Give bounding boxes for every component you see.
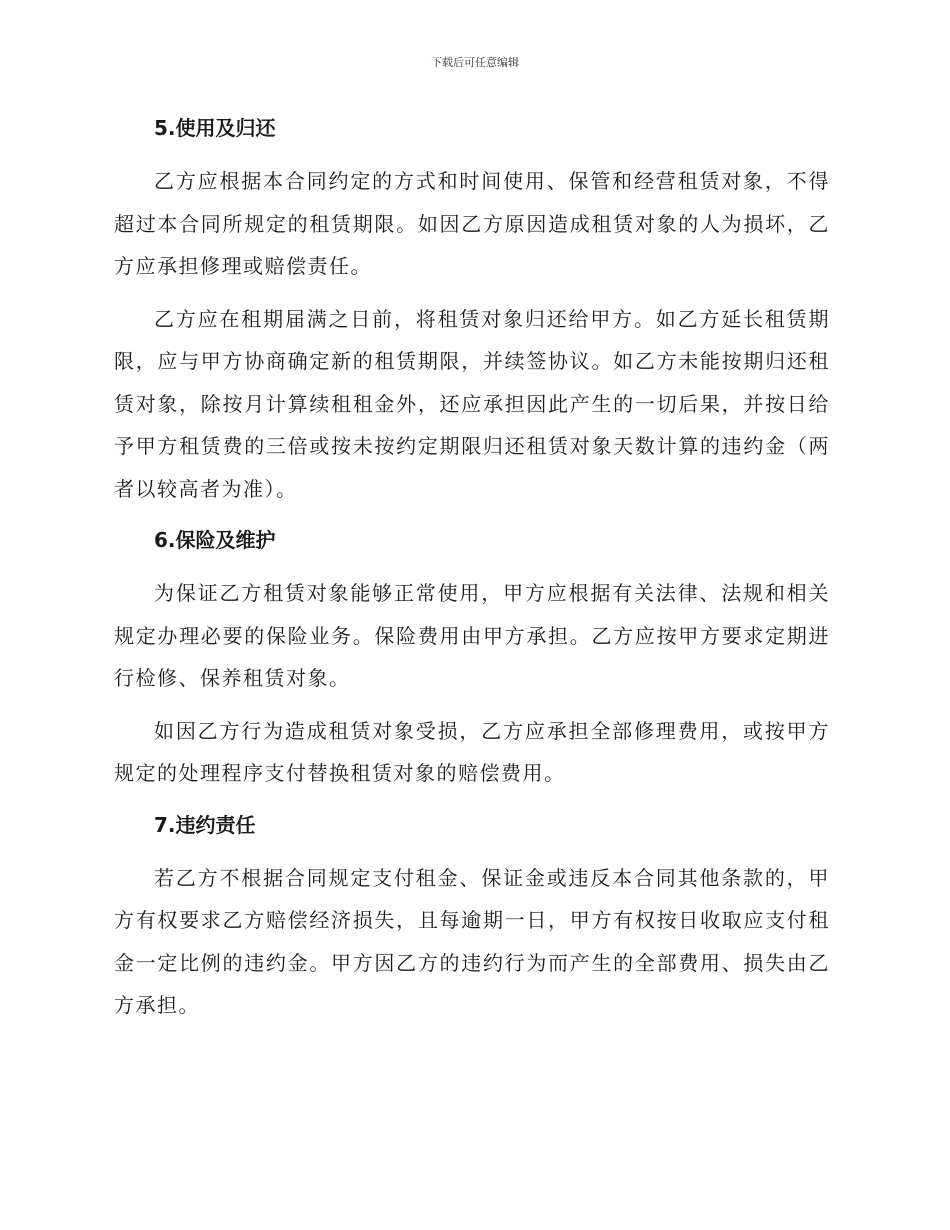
section-insurance-maintenance — [114, 520, 830, 795]
paragraph: 如因乙方行为造成租赁对象受损，乙方应承担全部修理费用，或按甲方规定的处理程序支付替换租赁对象的赔偿费用。 — [114, 718, 830, 785]
document-body — [114, 108, 830, 1037]
section-usage-return — [114, 108, 830, 510]
paragraph: 若乙方不根据合同规定支付租金、保证金或违反本合同其他条款的，甲方有权要求乙方赔偿经济损失，且每逾期一日，甲方有权按日收取应支付租金一定比例的违约金。甲方因乙方的违约行为而产生的全部费用、损失由乙方承担。 — [114, 865, 830, 1017]
paragraph: 乙方应根据本合同约定的方式和时间使用、保管和经营租赁对象，不得超过本合同所规定的租赁期限。如因乙方原因造成租赁对象的人为损坏，乙方应承担修理或赔偿责任。 — [114, 169, 830, 278]
page-header: 下载后可任意编辑 — [431, 56, 519, 69]
paragraph: 乙方应在租期届满之日前，将租赁对象归还给甲方。如乙方延长租赁期限，应与甲方协商确定新的租赁期限，并续签协议。如乙方未能按期归还租赁对象，除按月计算续租租金外，还应承担因此产生的一切后果，并按日给予甲方租赁费的三倍或按未按约定期限归还租赁对象天数计算的违约金（两者以较高者为准）。 — [114, 306, 830, 501]
section-heading: 7.违约责任 — [154, 812, 256, 837]
paragraph: 为保证乙方租赁对象能够正常使用，甲方应根据有关法律、法规和相关规定办理必要的保险业务。保险费用由甲方承担。乙方应按甲方要求定期进行检修、保养租赁对象。 — [114, 581, 830, 690]
section-heading: 6.保险及维护 — [154, 528, 276, 552]
section-breach-liability — [114, 805, 830, 1027]
section-heading: 5.使用及归还 — [154, 116, 276, 140]
